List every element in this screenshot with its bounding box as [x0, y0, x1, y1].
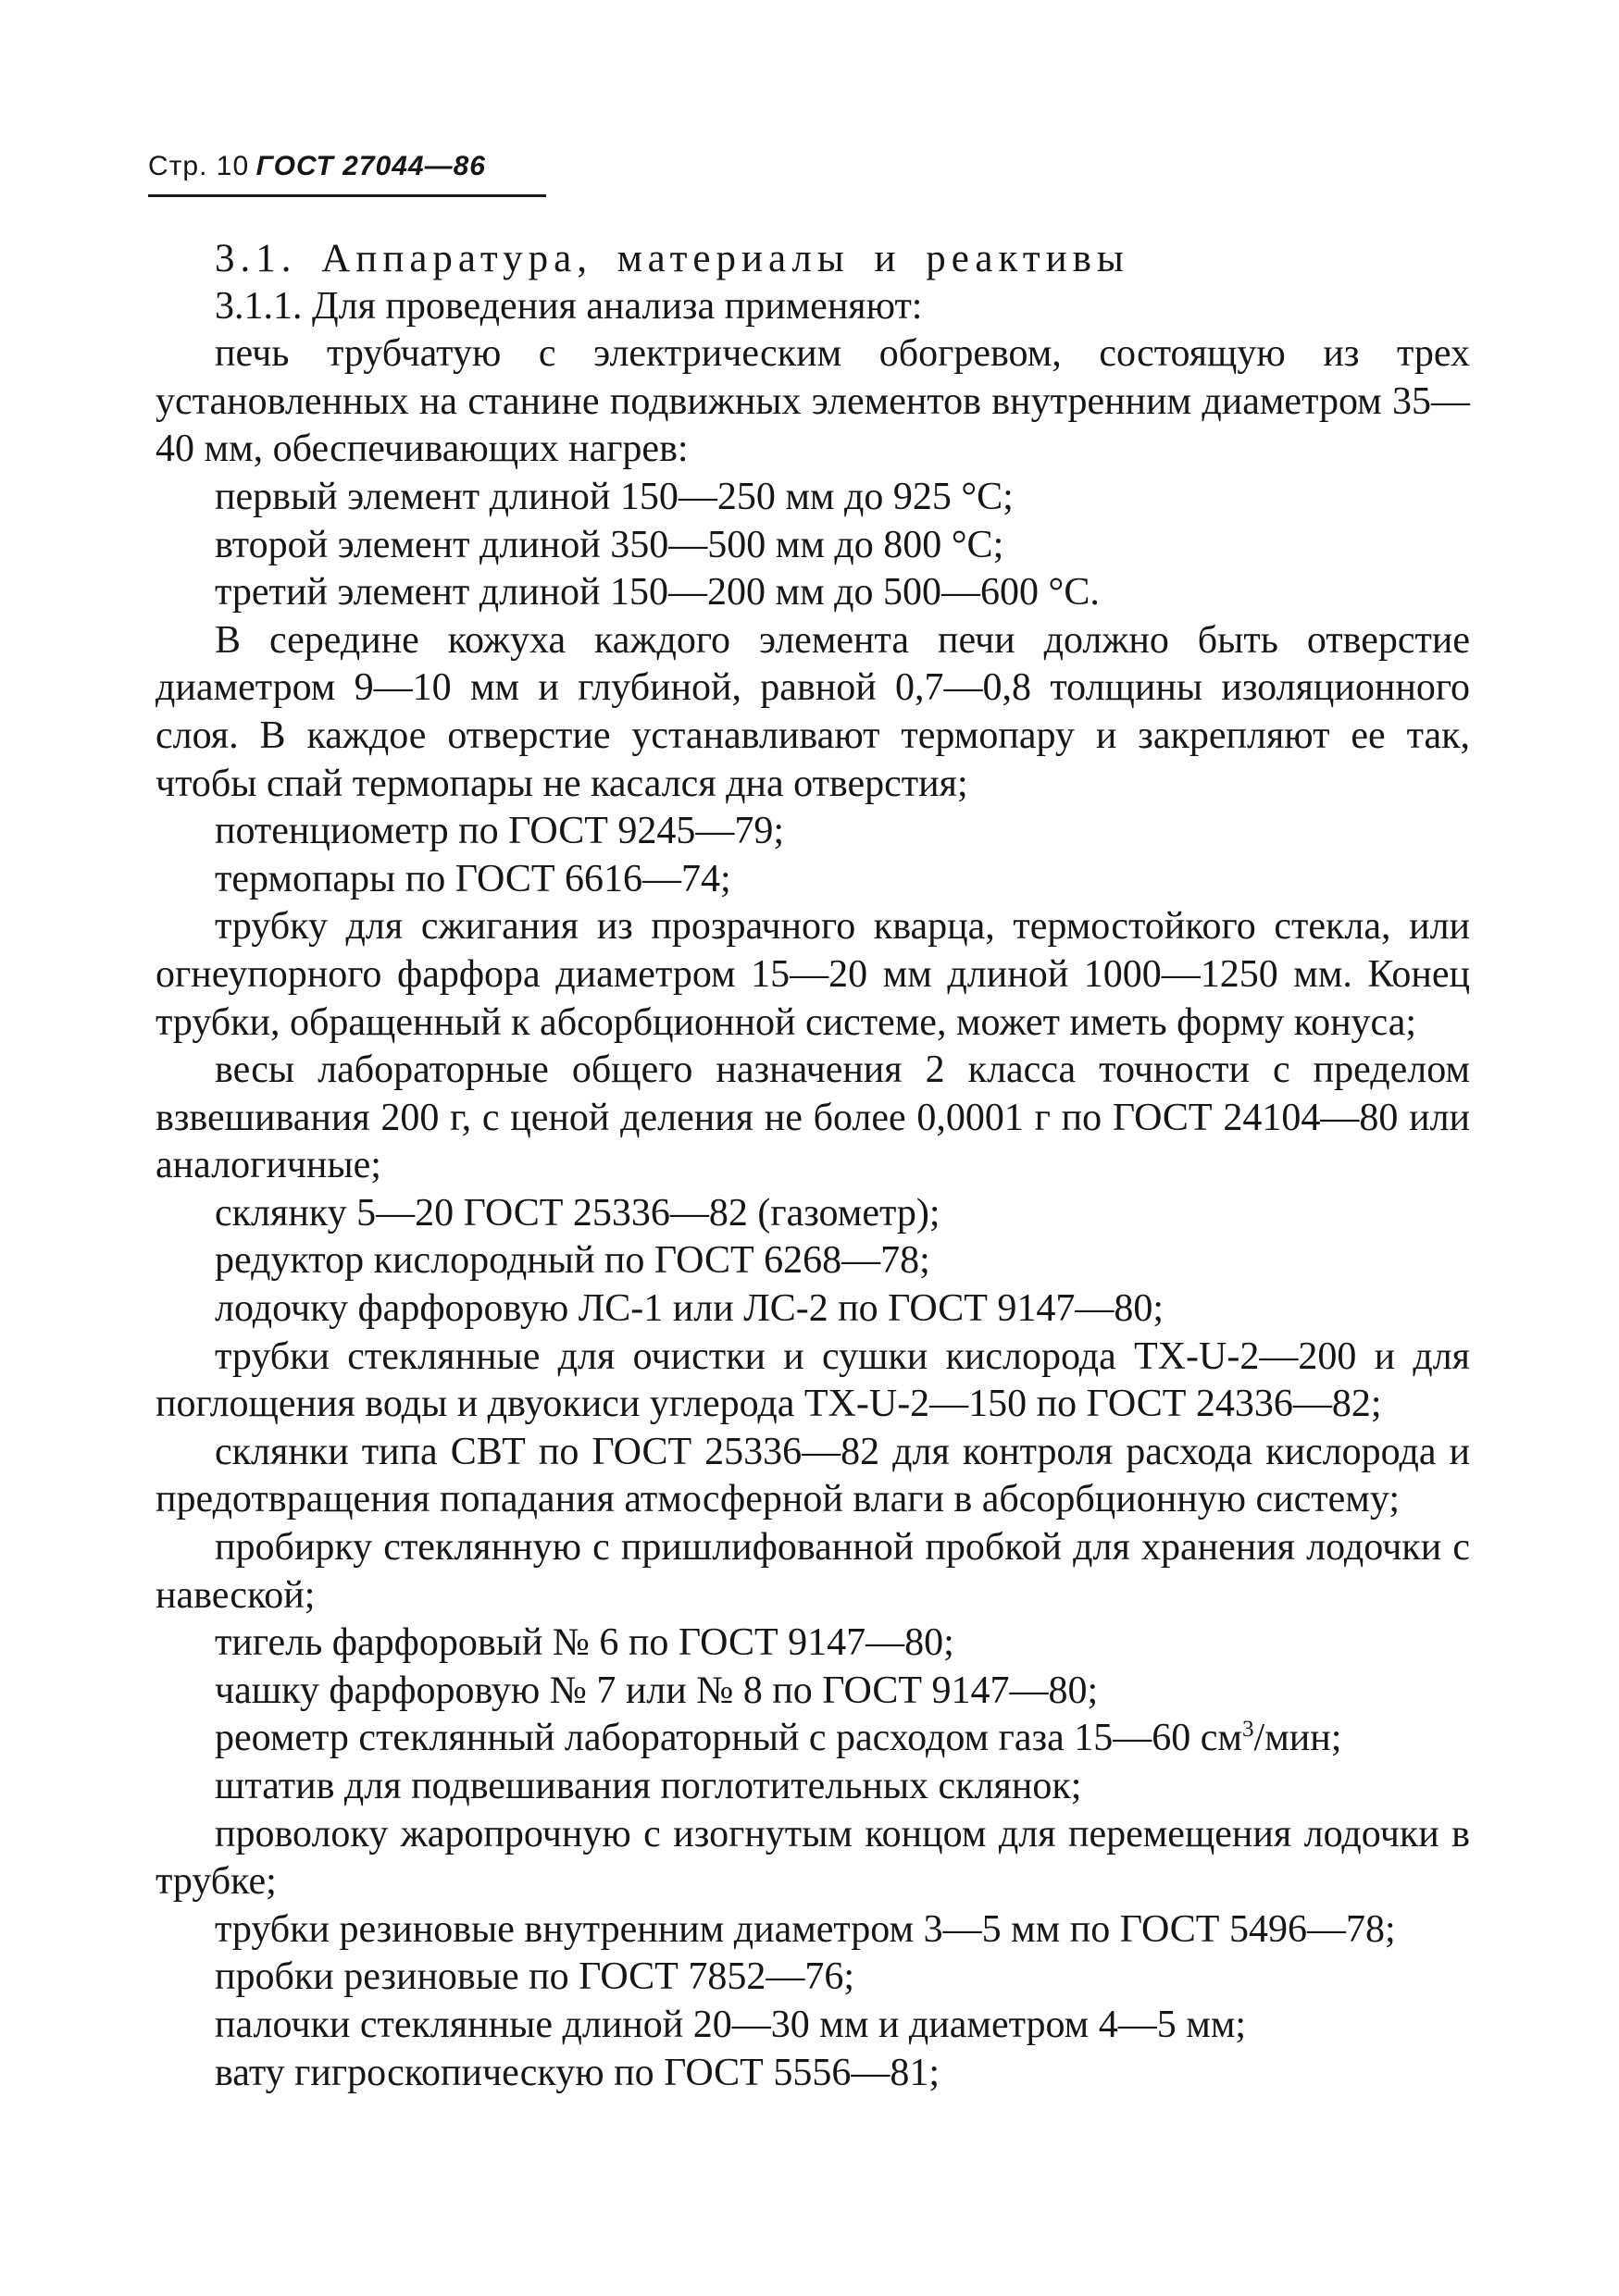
list-item: штатив для подвешивания поглотительных склянок;: [215, 1765, 1082, 1807]
list-item: первый элемент длиной 150—250 мм до 925 °С;: [215, 475, 1014, 518]
list-item: вату гигроскопическую по ГОСТ 5556—81;: [215, 2051, 940, 2094]
standard-number: ГОСТ 27044—86: [255, 151, 486, 181]
clause-intro: 3.1.1. Для проведения анализа применяют:: [215, 284, 923, 328]
body-text: [156, 235, 1470, 2097]
rheometer-text: реометр стеклянный лабораторный с расходом газа 15—60 см: [215, 1717, 1242, 1760]
unit-superscript: 3: [1241, 1717, 1254, 1743]
section-heading: 3.1. Аппаратура, материалы и реактивы: [215, 237, 1129, 280]
paragraph: В середине кожуха каждого элемента печи должно быть отверстие диаметром 9—10 мм и глубиной, равной 0,7—0,8 толщины изоляционного слоя. В каждое отверстие устанавливают термопару и закрепляют ее так, чтобы спай термопары не касался дна отверстия;: [156, 618, 1470, 805]
page-number: Стр. 10: [148, 151, 250, 181]
list-item: второй элемент длиной 350—500 мм до 800 °С;: [215, 523, 1004, 566]
list-item: трубку для сжигания из прозрачного кварца, термостойкого стекла, или огнеупорного фарфора диаметром 15—20 мм длиной 1000—1250 мм. Конец трубки, обращенный к абсорбционной системе, может иметь форму конуса;: [156, 905, 1470, 1044]
list-item: редуктор кислородный по ГОСТ 6268—78;: [215, 1239, 930, 1283]
list-item: трубки стеклянные для очистки и сушки кислорода ТХ-U-2—200 и для поглощения воды и двуокиси углерода ТХ-U-2—150 по ГОСТ 24336—82;: [156, 1334, 1470, 1426]
rheometer-unit-tail: /мин;: [1253, 1717, 1342, 1760]
list-item: трубки резиновые внутренним диаметром 3—5 мм по ГОСТ 5496—78;: [215, 1907, 1396, 1951]
list-item: лодочку фарфоровую ЛС-1 или ЛС-2 по ГОСТ 9147—80;: [215, 1287, 1164, 1331]
list-item: чашку фарфоровую № 7 или № 8 по ГОСТ 9147—80;: [215, 1669, 1099, 1712]
list-item: пробки резиновые по ГОСТ 7852—76;: [215, 1955, 855, 1999]
list-item: склянку 5—20 ГОСТ 25336—82 (газометр);: [215, 1191, 940, 1235]
header-rule: [148, 194, 546, 197]
list-item: печь трубчатую с электрическим обогревом, состоящую из трех установленных на станине подвижных элементов внутренним диаметром 35—40 мм, обеспечивающих нагрев:: [156, 332, 1470, 471]
list-item: потенциометр по ГОСТ 9245—79;: [215, 810, 785, 853]
list-item: проволоку жаропрочную с изогнутым концом для перемещения лодочки в трубке;: [156, 1812, 1470, 1904]
list-item-rheometer: [156, 1715, 1470, 1763]
list-item: третий элемент длиной 150—200 мм до 500—600 °С.: [215, 571, 1100, 614]
list-item: термопары по ГОСТ 6616—74;: [215, 857, 731, 900]
list-item: склянки типа СВТ по ГОСТ 25336—82 для контроля расхода кислорода и предотвращения попадания атмосферной влаги в абсорбционную систему;: [156, 1430, 1470, 1521]
list-item: палочки стеклянные длиной 20—30 мм и диаметром 4—5 мм;: [215, 2003, 1247, 2046]
list-item: пробирку стеклянную с пришлифованной пробкой для хранения лодочки с навеской;: [156, 1526, 1470, 1617]
list-item: весы лабораторные общего назначения 2 класса точности с пределом взвешивания 200 г, с ценой деления не более 0,0001 г по ГОСТ 24104—80 или аналогичные;: [156, 1049, 1470, 1187]
running-header: [148, 148, 546, 185]
list-item: тигель фарфоровый № 6 по ГОСТ 9147—80;: [215, 1621, 954, 1665]
